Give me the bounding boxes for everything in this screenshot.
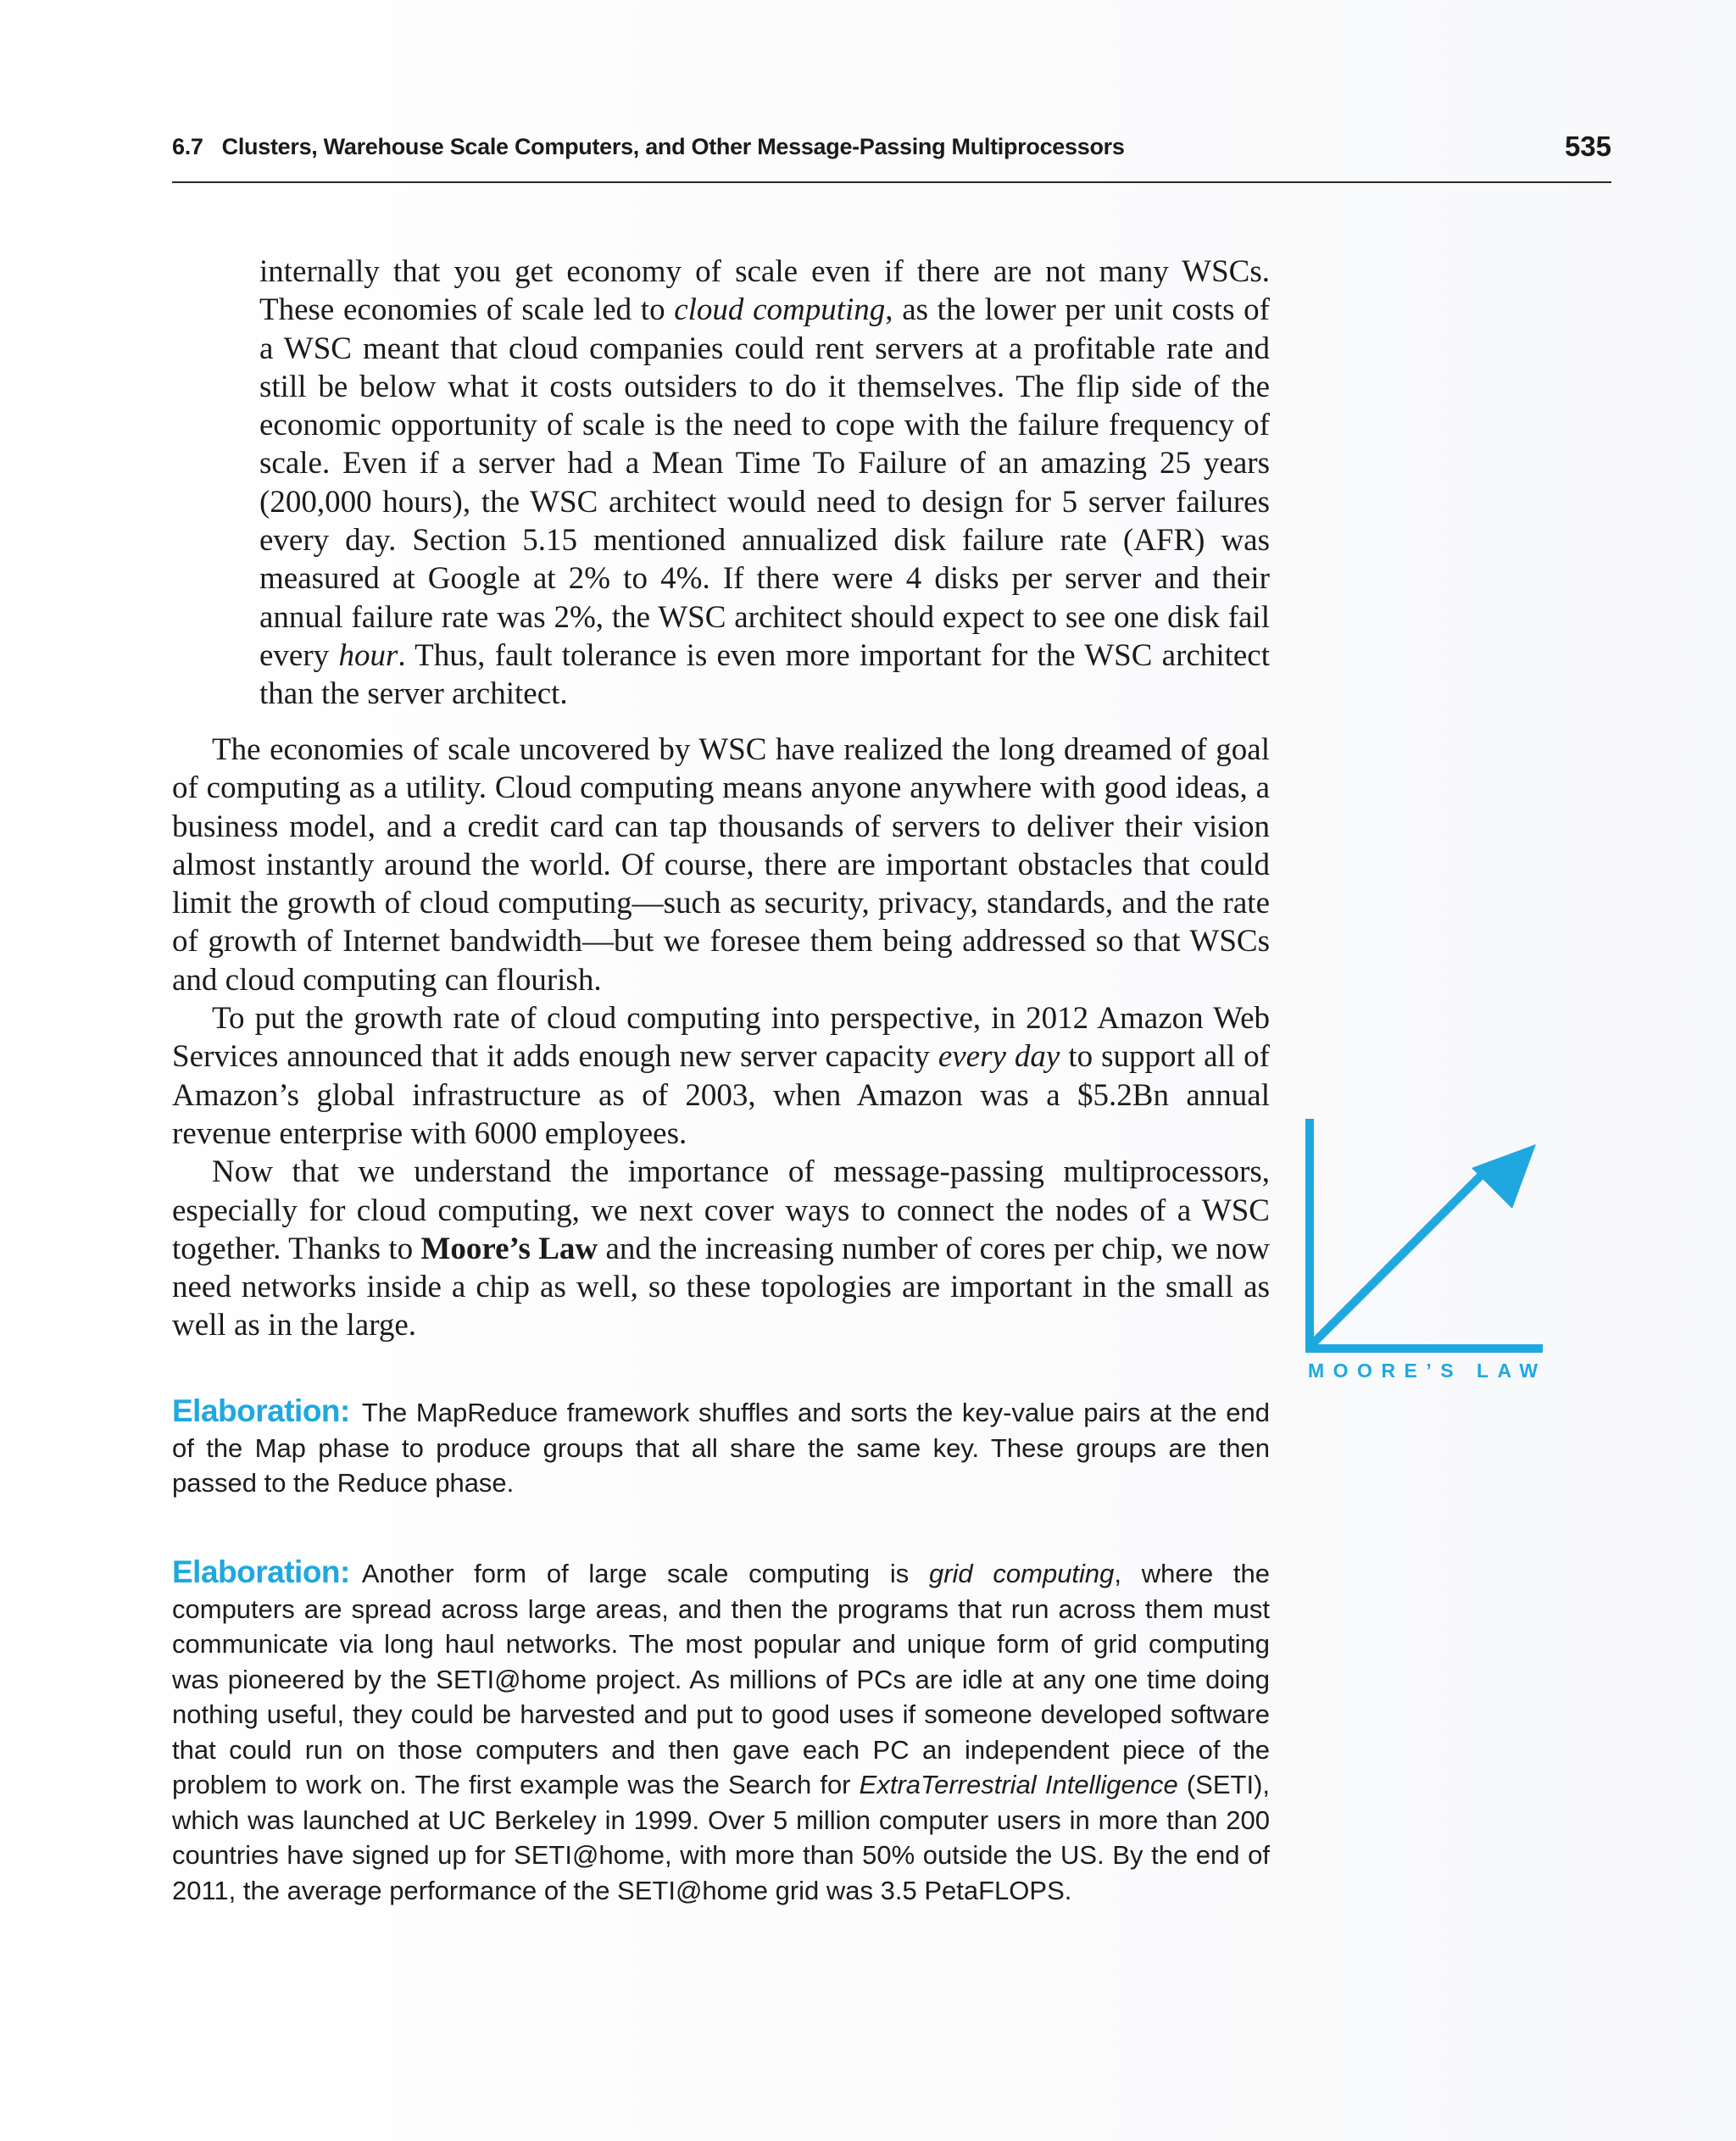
indented-paragraph bbox=[259, 253, 1270, 714]
elaboration-1 bbox=[172, 1393, 1270, 1501]
section-number: 6.7 bbox=[172, 134, 203, 159]
body-paragraph-3 bbox=[172, 1153, 1270, 1344]
term-grid-computing: grid computing bbox=[928, 1559, 1115, 1588]
text-run: Another form of large scale computing is bbox=[361, 1559, 929, 1588]
text-run: . Thus, fault tolerance is even more important for the WSC architect than the server architect. bbox=[259, 637, 1270, 712]
section-heading bbox=[172, 134, 1125, 160]
text-run: (SETI), which was launched at UC Berkeley in 1999. Over 5 million computer users in more than 200 countries have signed up for SETI@home, with more than 50% outside the US. By the end of 2011, the average performance of the SETI@home grid was 3.5 PetaFLOPS. bbox=[172, 1770, 1271, 1905]
text-run: and the increasing number of cores per chip, we now need networks inside a chip as well, so these topologies are important in the small as well as in the large. bbox=[172, 1231, 1271, 1343]
term-moores-law: Moore’s Law bbox=[420, 1231, 598, 1266]
elaboration-2 bbox=[172, 1554, 1270, 1908]
elaboration-label: Elaboration: bbox=[172, 1554, 350, 1589]
term-cloud-computing: cloud computing bbox=[674, 292, 886, 328]
text-run: internally that you get economy of scale even if there are not many WSCs. These economies of scale led to bbox=[259, 254, 1270, 328]
indented-paragraph-text bbox=[259, 253, 1270, 714]
text-run: Now that we understand the importance of message-passing multiprocessors, especially for cloud computing, we next cover ways to connect the nodes of a WSC together. Thanks to bbox=[172, 1154, 1270, 1266]
body-paragraph-2 bbox=[172, 999, 1270, 1153]
term-extraterrestrial-intelligence: ExtraTerrestrial Intelligence bbox=[859, 1770, 1178, 1799]
moores-law-label: MOORE’S LAW bbox=[1308, 1360, 1547, 1382]
emphasis-every-day: every day bbox=[938, 1039, 1060, 1075]
body-paragraph-1: The economies of scale uncovered by WSC have realized the long dreamed of goal of computing as a utility. Cloud computing means anyone anywhere with good ideas, a business model, and a credit card can tap thousands of servers to deliver their vision almost instantly around the world. Of course, there are important obstacles that could limit the growth of cloud computing—such as security, privacy, standards, and the rate of growth of Internet bandwidth—but we foresee them being addressed so that WSCs and cloud computing can flourish. bbox=[172, 732, 1270, 998]
text-run: to support all of Amazon’s global infrastructure as of 2003, when Amazon was a $5.2Bn annual revenue enterprise with 6000 employees. bbox=[172, 1039, 1270, 1151]
section-title: Clusters, Warehouse Scale Computers, and Other Message-Passing Multiprocessors bbox=[221, 134, 1125, 159]
body-text bbox=[172, 731, 1270, 1345]
moores-law-arrow-icon bbox=[1305, 1119, 1543, 1353]
running-header bbox=[172, 131, 1611, 183]
elaboration-label: Elaboration: bbox=[172, 1393, 350, 1428]
text-run: To put the growth rate of cloud computing into perspective, in 2012 Amazon Web Services announced that it adds enough new server capacity bbox=[172, 1001, 1270, 1075]
page-number: 535 bbox=[1564, 131, 1611, 162]
text-run: , as the lower per unit costs of a WSC meant that cloud companies could rent servers at a profitable rate and still be below what it costs outsiders to do it themselves. The flip side of the economic opportunity of scale is the need to cope with the failure frequency of scale. Even if a server had a Mean Time To Failure of an amazing 25 years (200,000 hours), the WSC architect would need to design for 5 server failures every day. Section 5.15 mentioned annualized disk failure rate (AFR) was measured at Google at 2% to 4%. If there were 4 disks per server and their annual failure rate was 2%, the WSC architect should expect to see one disk fail every bbox=[259, 292, 1270, 673]
emphasis-hour: hour bbox=[338, 637, 398, 673]
text-run: , where the computers are spread across large areas, and then the programs that run across them must communicate via long haul networks. The most popular and unique form of grid computing was pioneered by the SETI@home project. As millions of PCs are idle at any one time doing nothing useful, they could be harvested and put to good uses if someone developed software that could run on those computers and then gave each PC an independent piece of the problem to work on. The first example was the Search for bbox=[172, 1559, 1270, 1799]
elaboration-text: The MapReduce framework shuffles and sorts the key-value pairs at the end of the Map phase to produce groups that all share the same key. These groups are then passed to the Reduce phase. bbox=[172, 1398, 1270, 1498]
